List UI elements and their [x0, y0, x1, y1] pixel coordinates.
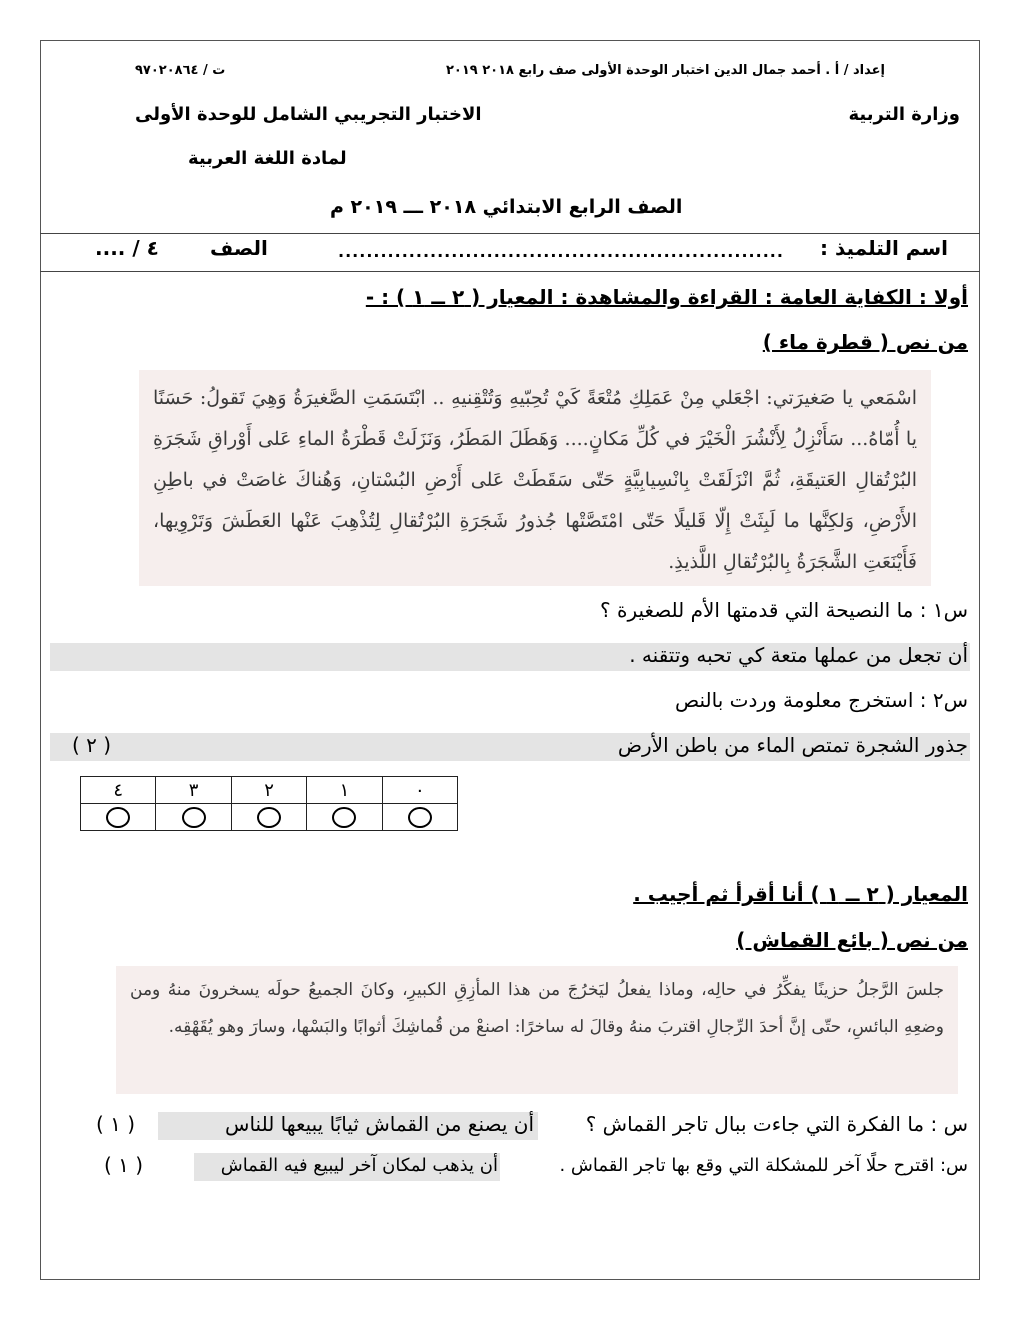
s1-answer-2: جذور الشجرة تمتص الماء من باطن الأرض — [617, 733, 968, 757]
s2-answer-2-mark: ( ١ ) — [104, 1153, 144, 1177]
score-circle-1[interactable] — [332, 807, 356, 828]
score-label-3: ٣ — [156, 777, 231, 804]
s1-question-1: س١ : ما النصيحة التي قدمتها الأم للصغيرة ؟ — [600, 598, 968, 622]
author-line: إعداد / أ . أحمد جمال الدين اختبار الوحدة الأولى صف رابع ٢٠١٨ ٢٠١٩ — [445, 63, 885, 78]
score-label-2: ٢ — [231, 777, 306, 804]
ministry-name: وزارة التربية — [848, 104, 960, 125]
s2-question-1: س : ما الفكرة التي جاءت ببال تاجر القماش ؟ — [585, 1112, 968, 1136]
s1-answer-1: أن تجعل من عملها متعة كي تحبه وتتقنه . — [629, 643, 968, 667]
section2-heading: المعيار ( ٢ ــ ١ ) أنا أقرأ ثم أجيب . — [633, 882, 968, 906]
section1-heading: أولا : الكفاية العامة : القراءة والمشاهدة : المعيار ( ٢ ــ ١ ) : - — [365, 285, 968, 309]
s1-question-2: س٢ : استخرج معلومة وردت بالنص — [675, 688, 968, 712]
score-label-0: ٠ — [382, 777, 457, 804]
passage-water-drop — [139, 370, 931, 586]
s2-answer-2: أن يذهب لمكان آخر ليبيع فيه القماش — [220, 1155, 498, 1176]
passage-fabric-seller — [116, 966, 958, 1094]
phone-number: ت / ٩٧٠٢٠٨٦٤ — [135, 63, 226, 78]
header-divider — [40, 233, 980, 234]
subject-name: لمادة اللغة العربية — [188, 148, 347, 169]
s2-question-2: س: اقترح حلًا آخر للمشكلة التي وقع بها تاجر القماش . — [559, 1155, 968, 1176]
score-circle-3[interactable] — [182, 807, 206, 828]
passage-water-drop-text: اسْمَعي يا صَغيرَتي: اجْعَلي مِنْ عَمَلِكِ مُتْعَةً كَيْ تُحِبّيهِ وَتُتْقِنيهِ .. ابْتَسَمَتِ الصَّغيرَةُ وَهِيَ تَقولُ: حَسَنًا يا أُمّاهُ... سَأَنْزِلُ لِأَنْشُرَ الْخَيْرَ في كُلِّ مَكانٍ.... وَهَطَلَ المَطَرُ، وَنَزَلَتْ قَطْرَةُ الماءِ عَلى أَوْراقِ شَجَرَةِ البُرْتُقالِ العَتيقَةِ، ثُمَّ انْزَلَقَتْ بِانْسِيابِيَّةٍ حَتّى سَقَطَتْ عَلى أَرْضِ البُسْتانِ، وَهُناكَ غاصَتْ في باطِنِ الأَرْضِ، وَلكِنَّها ما لَبِثَتْ إِلّا قَليلًا حَتّى امْتَصَّتْها جُذورُ شَجَرَةِ البُرْتُقالِ لِتُذْهِبَ عَنْها العَطَشَ وَتَرْوِيها، فَأَيْنَعَتِ الشَّجَرَةُ بِالبُرْتُقالِ اللَّذيذِ. — [153, 387, 917, 573]
score-circle-0[interactable] — [408, 807, 432, 828]
class-label: الصف — [210, 236, 268, 260]
score-label-4: ٤ — [81, 777, 156, 804]
passage-fabric-seller-text: جلسَ الرَّجلُ حزينًا يفكِّرُ في حالِه، وماذا يفعلُ ليَخرُجَ من هذا المأزِقِ الكبيرِ، وكانَ الجميعُ حولَه يسخرونَ منهُ ومن وضعِهِ البائسِ، حتّى إنَّ أحدَ الرِّجالِ اقتربَ منهُ وقالَ له ساخرًا: اصنعْ من قُماشِكَ أثوابًا والبَسْها، وسارَ وهو يُقَهْقِه. — [130, 980, 944, 1037]
score-table — [80, 776, 458, 831]
student-name-label: اسم التلميذ : — [820, 236, 948, 260]
s2-answer-1-mark: ( ١ ) — [96, 1112, 136, 1136]
student-name-field[interactable]: ............................................................... — [338, 242, 784, 261]
score-labels-row — [81, 777, 458, 804]
score-label-1: ١ — [307, 777, 382, 804]
section2-source: من نص ( بائع القماش ) — [736, 928, 968, 952]
student-divider — [40, 271, 980, 272]
exam-title: الاختبار التجريبي الشامل للوحدة الأولى — [135, 104, 482, 125]
s2-answer-1: أن يصنع من القماش ثيابًا يبيعها للناس — [225, 1112, 534, 1136]
score-circle-2[interactable] — [257, 807, 281, 828]
section1-source: من نص ( قطرة ماء ) — [762, 330, 968, 354]
score-circle-4[interactable] — [106, 807, 130, 828]
grade-year: الصف الرابع الابتدائي ٢٠١٨ ـــ ٢٠١٩ م — [330, 196, 683, 218]
score-circles-row — [81, 804, 458, 831]
class-value: ٤ / .... — [95, 236, 159, 260]
s1-answer-2-mark: ( ٢ ) — [72, 733, 112, 757]
